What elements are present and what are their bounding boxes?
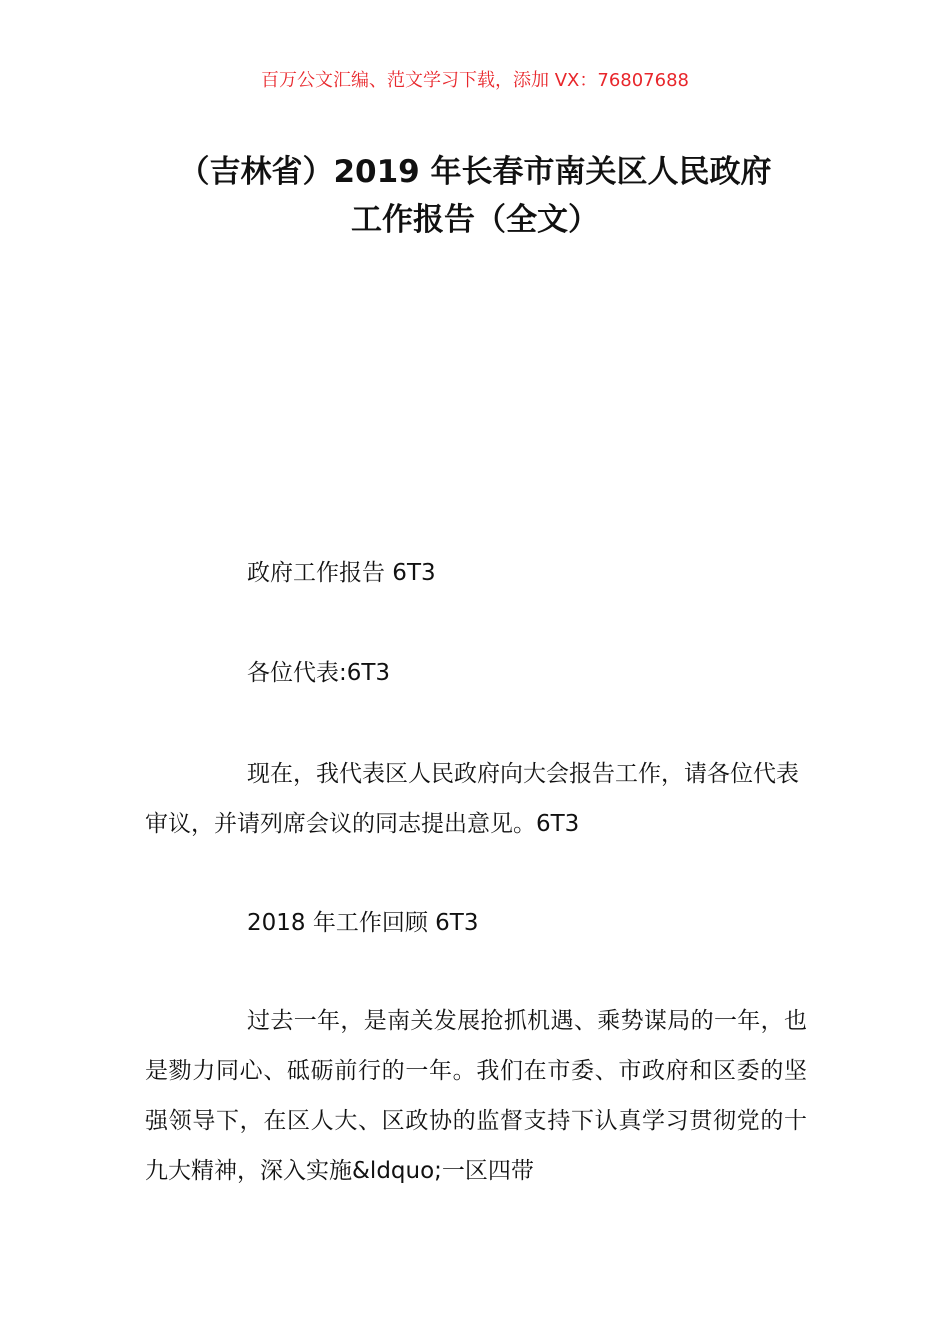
paragraph-review: 过去一年，是南关发展抢抓机遇、乘势谋局的一年，也是勠力同心、砥砺前行的一年。我们在市委、市政府和区委的坚强领导下，在区人大、区政协的监督支持下认真学习贯彻党的十九大精神，深入实施&ldquo;一区四带: [145, 1008, 807, 1184]
title-line-1: （吉林省）2019 年长春市南关区人民政府: [178, 154, 772, 190]
paragraph-salutation: 各位代表:6T3: [247, 660, 391, 686]
paragraph-section-heading: 2018 年工作回顾 6T3: [247, 910, 479, 936]
paragraph-intro: 现在，我代表区人民政府向大会报告工作，请各位代表审议，并请列席会议的同志提出意见。6T3: [145, 761, 799, 837]
title-line-2: 工作报告（全文）: [351, 202, 599, 238]
watermark-header: 百万公文汇编、范文学习下载，添加 VX：76807688: [261, 70, 689, 91]
paragraph-report-heading: 政府工作报告 6T3: [247, 560, 436, 586]
document-title: [0, 148, 950, 244]
